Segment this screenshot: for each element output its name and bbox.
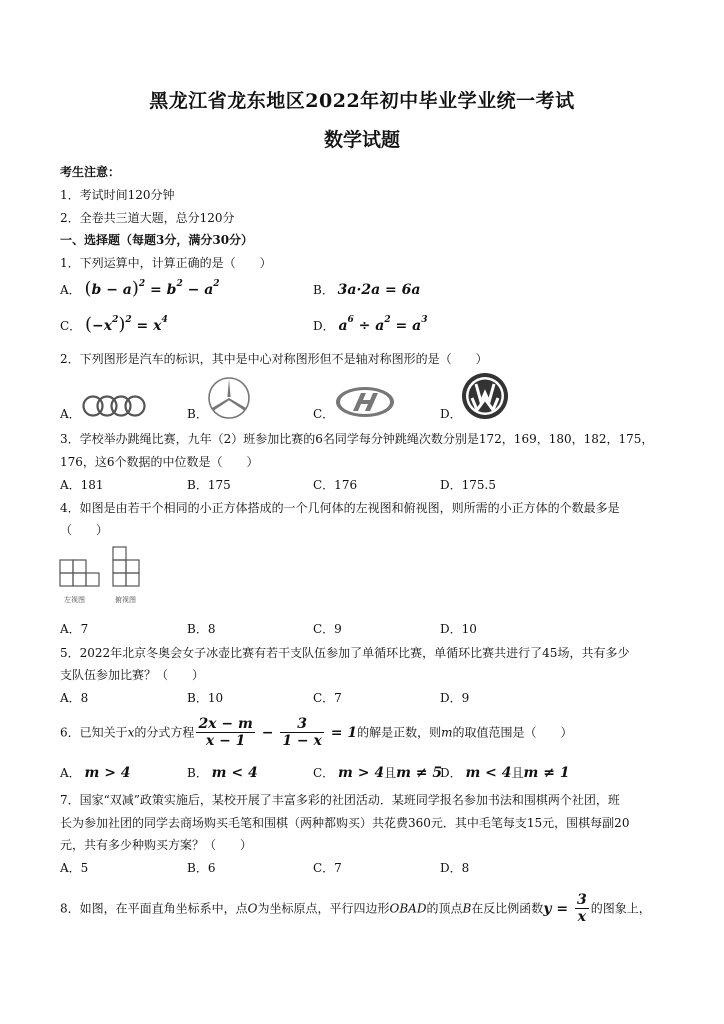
q1-option-a [60,278,220,299]
q8-text-mid1: 为坐标原点，平行四边形 [257,901,390,916]
top-view-caption: 俯视图 [115,596,136,604]
q6-text-end: 的取值范围是（ ） [452,725,573,740]
q4-stem-1: 4．如图是由若干个相同的小正方体搭成的一个几何体的左视图和俯视图，则所需的小正方体的个数最多是 [60,501,620,515]
q1-option-c [60,314,168,335]
q8-function: y = $\frac{3}{x}$ [543,892,587,925]
q8-text-pre: 8．如图，在平面直角坐标系中，点 [60,901,248,916]
q2-label-b: B． [187,407,208,421]
q6-equation: $\frac{2x - m}{x - 1}$ − $\frac{3}{1 - x}$ = 1 [198,716,358,749]
q7-option-b: B．6 [187,861,216,875]
q6-c-and: 且 [384,766,397,780]
section-heading: 一、选择题（每题3分，满分30分） [60,233,254,247]
q4-figure [58,545,148,607]
q6-d-label: D． [440,766,462,780]
hyundai-h-icon [335,386,395,418]
q6-option-b: B． m < 4 [187,765,258,781]
q7-option-a: A．5 [60,861,89,875]
left-view-figure [60,560,99,586]
q1-option-d [313,317,427,334]
q4-option-a: A．7 [60,622,89,636]
q6-text-pre: 6．已知关于 [60,725,128,740]
q6-var-m: m [441,725,453,740]
q1-option-b [313,281,421,298]
q7-option-c: C．7 [313,861,342,875]
q5-option-d: D．9 [440,691,470,705]
q7-stem-1: 7．国家“双减”政策实施后，某校开展了丰富多彩的社团活动．某班同学报名参加书法和围棋两个社团，班 [60,793,620,807]
q1-d-formula: $a^6 \div a^2 = a^3$ [338,315,428,334]
q7-stem-3: 元，共有多少种购买方案？（ ） [60,838,253,852]
q6-option-a: A． m > 4 [60,765,131,781]
q8-text-mid2: 的顶点 [426,901,463,916]
q2-label-a: A． [60,407,81,421]
q4-option-c: C．9 [313,622,342,636]
q8-point-b: B [462,901,472,916]
audi-rings-icon [80,393,148,419]
q6-text-post: 的解是正数，则 [357,725,442,740]
q5-option-c: C．7 [313,691,342,705]
q6-var-x: x [127,725,135,740]
q1-b-formula: 3a·2a = 6a [337,282,421,298]
q5-option-b: B．10 [187,691,224,705]
mercedes-star-icon [206,375,252,421]
q5-stem-2: 支队伍参加比赛？（ ） [60,668,205,682]
notice-item-2: 2．全卷共三道大题，总分120分 [60,211,235,225]
q8-parallelogram: OBAD [389,901,427,916]
q6-option-d: D． m < 4且m ≠ 1 [440,765,570,781]
q8-text-end: 的图象上， [590,901,651,916]
q8-point-o: O [247,901,258,916]
q1-a-label: A． [60,283,81,297]
q4-option-b: B．8 [187,622,216,636]
q6-d-and: 且 [511,766,524,780]
q4-option-d: D．10 [440,622,477,636]
q4-stem-2: （ ） [60,523,109,537]
q8-text-mid3: 在反比例函数 [471,901,544,916]
q6-b-label: B． [187,766,208,780]
q3-stem-2: 176，这6个数据的中位数是（ ） [60,455,259,469]
q1-c-label: C． [60,319,82,333]
q2-label-d: D． [440,407,462,421]
q1-a-formula: $(b - a)^2 = b^2 - a^2$ [84,278,220,299]
q2-stem: 2．下列图形是汽车的标识，其中是中心对称图形但不是轴对称图形的是（ ） [60,352,488,366]
q1-d-label: D． [313,319,335,333]
top-view-figure [113,547,139,586]
left-view-caption: 左视图 [64,596,85,604]
q6-option-c: C． m > 4且m ≠ 5 [313,765,443,781]
q3-option-b: B．175 [187,478,231,492]
notice-heading: 考生注意： [60,165,121,179]
q3-option-c: C．176 [313,478,358,492]
q2-label-c: C． [313,407,335,421]
q5-stem-1: 5．2022年北京冬奥会女子冰壶比赛有若干支队伍参加了单循环比赛，单循环比赛共进行了45场，共有多少 [60,646,630,660]
q6-a-label: A． [60,766,81,780]
exam-title: 黑龙江省龙东地区2022年初中毕业学业统一考试 [149,90,575,112]
q7-stem-2: 长为参加社团的同学去商场购买毛笔和围棋（两种都购买）共花费360元．其中毛笔每支15元，围棋每副20 [60,816,630,830]
q6-stem [60,716,573,749]
q6-text-mid: 的分式方程 [134,725,195,740]
q8-stem [60,892,651,925]
q5-option-a: A．8 [60,691,89,705]
q3-option-a: A．181 [60,478,104,492]
q1-b-label: B． [313,283,334,297]
exam-subtitle: 数学试题 [323,129,400,151]
q3-stem-1: 3．学校举办跳绳比赛，九年（2）班参加比赛的6名同学每分钟跳绳次数分别是172，169，180，182，175， [60,432,654,446]
q1-c-formula: $(-x^2)^2 = x^4$ [85,314,168,335]
q7-option-d: D．8 [440,861,470,875]
q1-stem: 1．下列运算中，计算正确的是（ ） [60,256,272,270]
volkswagen-vw-icon [461,372,509,420]
q6-c-label: C． [313,766,335,780]
notice-item-1: 1．考试时间120分钟 [60,188,175,202]
q3-option-d: D．175.5 [440,478,496,492]
